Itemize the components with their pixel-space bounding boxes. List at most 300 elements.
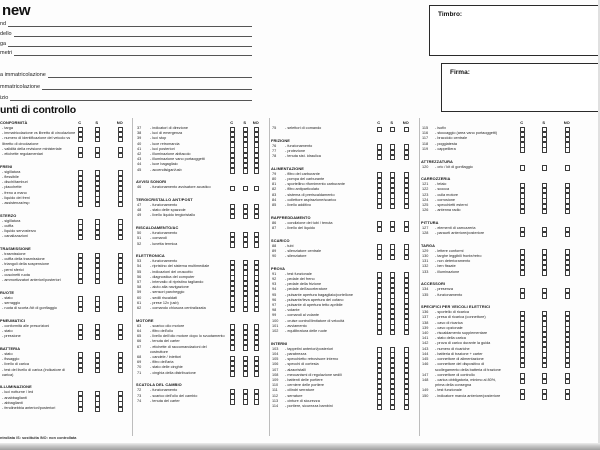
item-label: - cilindri serrature — [285, 388, 315, 393]
item-label: - tappetini anteriori/posteriori — [285, 346, 334, 351]
item-number: 104 — [272, 351, 279, 356]
item-label: - filtro dell'olio — [150, 328, 174, 333]
item-number: 134 — [422, 287, 429, 292]
item-number: 57 — [137, 280, 142, 285]
item-label: - pulsante di apertura tetto apribile — [285, 302, 343, 307]
checkbox-s[interactable] — [390, 155, 395, 160]
item-number: 85 — [272, 203, 277, 208]
item-number: 150 — [422, 393, 429, 398]
item-label: - abbaglianti — [2, 400, 23, 405]
item-number: 141 — [422, 336, 429, 341]
item-number: 129 — [422, 248, 429, 253]
item-number: 44 — [137, 162, 142, 167]
checkbox-no[interactable] — [118, 279, 123, 284]
section-heading: FRENI — [0, 163, 13, 169]
checklist-item — [271, 404, 417, 409]
brand-logo: new — [2, 2, 31, 19]
item-number: 80 — [272, 177, 277, 182]
section-heading: TRASMISSIONE — [0, 245, 31, 251]
checkbox-no[interactable] — [404, 330, 409, 335]
checkbox-no[interactable] — [254, 345, 259, 350]
checkbox-no[interactable] — [565, 379, 570, 384]
form-field-label: nd — [0, 21, 7, 27]
form-field-label: metri — [0, 50, 13, 56]
checklist-item — [136, 213, 268, 218]
checklist-item — [0, 368, 131, 378]
checklist-item — [271, 203, 417, 208]
item-label: - lunetta termica — [150, 241, 178, 246]
checkbox-c[interactable] — [78, 368, 83, 373]
item-number: 74 — [137, 398, 142, 403]
item-label: - validità della revisione ministeriale — [2, 146, 62, 151]
checklist-item — [271, 126, 417, 131]
item-number: 41 — [137, 146, 142, 151]
checkbox-c[interactable] — [520, 232, 525, 237]
checkbox-s[interactable] — [542, 270, 547, 275]
item-label: - cappelliera — [435, 146, 456, 151]
checkbox-c[interactable] — [520, 209, 525, 214]
item-label: - test del livello di carica (indicatore di carica) — [2, 367, 66, 377]
section-heading: ATTREZZATURA — [421, 158, 453, 164]
item-number: 137 — [422, 315, 429, 320]
item-number: 77 — [272, 148, 277, 153]
item-label: - accendisigari/usb — [150, 167, 182, 172]
item-number: 87 — [272, 225, 277, 230]
item-label: - aiuto alla navigazione — [150, 285, 189, 290]
item-number: 113 — [272, 398, 279, 403]
item-number: 81 — [272, 182, 277, 187]
checkbox-c[interactable] — [230, 168, 235, 173]
item-label: - paraurti anteriore/posteriore — [435, 231, 485, 236]
checkbox-s[interactable] — [95, 307, 100, 312]
checkbox-c[interactable] — [78, 153, 83, 158]
item-number: 92 — [272, 276, 277, 281]
item-label: - comandi al volante — [285, 313, 319, 318]
item-number: 117 — [422, 136, 429, 141]
checkbox-c[interactable] — [377, 127, 382, 132]
checkbox-s[interactable] — [95, 407, 100, 412]
item-label: - liquido servosterzo — [2, 229, 36, 234]
checklist-item — [421, 208, 598, 213]
item-label: - tubi — [285, 243, 294, 248]
checkbox-c[interactable] — [78, 307, 83, 312]
item-number: 84 — [272, 197, 277, 202]
checkbox-c[interactable] — [78, 279, 83, 284]
checkbox-s[interactable] — [390, 227, 395, 232]
checkbox-s[interactable] — [243, 214, 248, 219]
item-label: - conformità alle prescrizioni — [2, 323, 50, 328]
item-label: - cuscinetti ruota — [2, 272, 30, 277]
item-label: - alzacristalli — [285, 367, 306, 372]
scan-edge-bottom — [0, 443, 600, 450]
checkbox-no[interactable] — [254, 214, 259, 219]
item-number: 140 — [422, 331, 429, 336]
item-number: 96 — [272, 297, 277, 302]
checkbox-no[interactable] — [254, 371, 259, 376]
form-field-line[interactable] — [42, 80, 252, 90]
item-label: - prese 12v (usb) — [150, 300, 179, 305]
item-label: - sigillatura — [2, 169, 21, 174]
item-label: - carica obbligatoria, minimo al 80%, prima della consegna — [435, 377, 497, 388]
item-label: - test funzionale — [285, 271, 312, 276]
item-label: - collettore aspirazione/scarico — [285, 197, 337, 202]
checkbox-c[interactable] — [230, 371, 235, 376]
item-number: 75 — [272, 126, 277, 130]
item-number: 120 — [422, 164, 429, 169]
section-heading: ALIMENTAZIONE — [271, 165, 304, 171]
item-label: - dischi/tamburi — [2, 180, 28, 185]
checkbox-c[interactable] — [520, 165, 525, 170]
item-label: - livello dell'olio motore dopo lo svuotamento — [150, 334, 225, 339]
checkbox-c[interactable] — [520, 394, 525, 399]
item-number: 128 — [422, 231, 429, 236]
checkbox-c[interactable] — [377, 155, 382, 160]
item-label: - numero di ricariche — [435, 346, 470, 351]
item-label: - cuffia della trasmissione — [2, 257, 45, 262]
item-label: - sedili riscaldati — [150, 295, 178, 300]
checklist-item — [0, 278, 131, 283]
item-number: 107 — [272, 367, 279, 372]
checkbox-c[interactable] — [78, 202, 83, 207]
checkbox-no[interactable] — [254, 307, 259, 312]
checklist-item — [271, 329, 417, 334]
checkbox-c[interactable] — [520, 147, 525, 152]
checkbox-s[interactable] — [95, 368, 100, 373]
checkbox-no[interactable] — [118, 235, 123, 240]
checklist-item — [0, 406, 131, 411]
checkbox-c[interactable] — [520, 270, 525, 275]
checklist-column-1 — [0, 120, 131, 436]
checkbox-no[interactable] — [565, 270, 570, 275]
checkbox-c[interactable] — [377, 204, 382, 209]
checklist-item — [0, 152, 131, 157]
checkbox-no[interactable] — [565, 232, 570, 237]
checkbox-s[interactable] — [243, 371, 248, 376]
checkbox-c[interactable] — [78, 407, 83, 412]
form-field — [0, 92, 252, 101]
checkbox-no[interactable] — [254, 242, 259, 247]
item-number: 139 — [422, 325, 429, 330]
form-field — [0, 69, 252, 78]
checkbox-c[interactable] — [230, 186, 235, 191]
checkbox-no[interactable] — [565, 209, 570, 214]
item-label: - luci di emergenza — [150, 131, 183, 136]
checkbox-c[interactable] — [377, 330, 382, 335]
checkbox-s[interactable] — [390, 127, 395, 132]
page-title: unti di controllo — [0, 104, 76, 116]
checklist-item — [136, 242, 268, 247]
section-heading: PNEUMATICI — [0, 317, 25, 323]
item-label: - non deterioramento — [435, 259, 471, 264]
checkbox-c[interactable] — [377, 405, 382, 410]
item-label: - ammortizzatori anteriori/posteriori — [2, 277, 61, 282]
item-number: 145 — [422, 357, 429, 362]
item-number: 109 — [272, 377, 279, 382]
item-number: 130 — [422, 254, 429, 259]
checkbox-s[interactable] — [542, 209, 547, 214]
form-field-label: ga — [0, 41, 7, 47]
checkbox-no[interactable] — [118, 307, 123, 312]
form-field-line[interactable] — [10, 91, 252, 101]
checkbox-no[interactable] — [404, 155, 409, 160]
item-label: - specchi di cortesia — [285, 362, 319, 367]
item-label: - indicatore marcia anteriore/posteriore — [435, 393, 501, 398]
checkbox-c[interactable] — [230, 242, 235, 247]
checkbox-no[interactable] — [404, 204, 409, 209]
item-number: 119 — [422, 146, 429, 151]
checkbox-s[interactable] — [95, 279, 100, 284]
checkbox-s[interactable] — [243, 345, 248, 350]
item-number: 147 — [422, 372, 429, 377]
section-heading: ELETTRONICA — [136, 253, 165, 259]
column-divider — [269, 118, 270, 436]
item-label: - ruota di scorta /kit di gonfiaggio — [2, 306, 57, 311]
checkbox-c[interactable] — [78, 335, 83, 340]
checkbox-s[interactable] — [542, 147, 547, 152]
form-field-label: mmatricolazione — [0, 84, 41, 90]
section-heading: SCARICO — [271, 237, 290, 243]
checklist-item — [421, 147, 598, 152]
item-label: - stato delle spazzole — [150, 208, 186, 213]
check-col-header-c: C — [230, 120, 234, 125]
item-label: - filtro dell'aria — [150, 360, 174, 365]
item-label: - flessibile — [2, 174, 19, 179]
item-label: - liquido dei freni — [2, 195, 30, 200]
item-label: - pedale della frizione — [285, 282, 322, 287]
checkbox-no[interactable] — [118, 153, 123, 158]
signature-box[interactable] — [441, 63, 600, 112]
stamp-box[interactable] — [429, 5, 600, 56]
checkbox-s[interactable] — [243, 307, 248, 312]
item-number: 88 — [272, 243, 277, 248]
item-label: - serrature — [285, 393, 303, 398]
item-number: 66 — [137, 339, 142, 344]
checklist-item — [0, 334, 131, 339]
item-number: 64 — [137, 328, 142, 333]
form-field-line[interactable] — [14, 46, 252, 56]
form-field — [0, 81, 252, 90]
checklist-item — [271, 226, 417, 231]
section-heading: PITTURA — [421, 219, 439, 225]
item-label: - telaio — [435, 182, 447, 187]
checkbox-s[interactable] — [243, 168, 248, 173]
checkbox-c[interactable] — [520, 379, 525, 384]
item-label: - silenziatore centrale — [285, 248, 322, 253]
item-number: 123 — [422, 192, 429, 197]
item-label: - scarico olio motore — [150, 323, 185, 328]
item-number: 78 — [272, 154, 277, 159]
checkbox-s[interactable] — [243, 242, 248, 247]
checkbox-no[interactable] — [404, 255, 409, 260]
item-label: - connettore di controllo — [435, 372, 475, 377]
checkbox-s[interactable] — [542, 379, 547, 384]
item-label: - freno a mano — [2, 190, 27, 195]
checkbox-s[interactable] — [542, 293, 547, 298]
item-number: 138 — [422, 320, 429, 325]
section-heading: RUOTE — [0, 289, 15, 295]
item-label: - stato — [2, 295, 13, 300]
item-label: - ben fissate — [435, 264, 456, 269]
item-label: - stato della carica — [435, 336, 466, 341]
checkbox-no[interactable] — [118, 368, 123, 373]
column-divider — [419, 118, 420, 436]
checkbox-c[interactable] — [78, 235, 83, 240]
item-label: - presenza — [435, 287, 453, 292]
checkbox-s[interactable] — [542, 363, 547, 368]
item-number: 144 — [422, 351, 429, 356]
item-label: - livello di carica — [2, 362, 30, 367]
item-number: 63 — [137, 323, 142, 328]
checkbox-no[interactable] — [565, 293, 570, 298]
item-number: 105 — [272, 357, 279, 362]
checkbox-s[interactable] — [390, 330, 395, 335]
item-label: - indicazioni del cruscotto — [150, 269, 193, 274]
checkbox-s[interactable] — [243, 186, 248, 191]
checkbox-no[interactable] — [565, 394, 570, 399]
item-label: - pulsante apertura bagagliaio/portellone — [285, 292, 353, 297]
signature-box-label: Firma: — [450, 69, 470, 76]
item-label: - antenna radio — [435, 208, 461, 213]
check-col-header-c: C — [377, 120, 381, 125]
checkbox-s[interactable] — [390, 204, 395, 209]
checkbox-s[interactable] — [542, 165, 547, 170]
checkbox-no[interactable] — [254, 186, 259, 191]
checklist-item — [421, 378, 598, 388]
item-number: 91 — [272, 271, 277, 276]
item-label: - triangoli della sospensione — [2, 262, 50, 267]
item-label: - funzionamento avvisatore acustico — [150, 185, 211, 190]
checkbox-no[interactable] — [118, 137, 123, 142]
item-number: 102 — [272, 328, 279, 333]
section-heading: BATTERIA — [0, 345, 21, 351]
item-label: - avviamento — [285, 323, 307, 328]
item-number: 43 — [137, 157, 142, 162]
item-number: 114 — [272, 403, 279, 408]
item-label: - stato — [2, 328, 13, 333]
checkbox-c[interactable] — [78, 137, 83, 142]
checkbox-s[interactable] — [390, 405, 395, 410]
item-label: - targhe leggibili fronte/retro — [435, 254, 482, 259]
check-col-header-s: S — [95, 120, 99, 125]
checkbox-c[interactable] — [230, 345, 235, 350]
item-number: 39 — [137, 136, 142, 141]
item-label: - filtro antiparticolato — [285, 187, 320, 192]
item-label: - assistenza/esp — [2, 200, 30, 205]
item-label: - connettore di alimentazione — [435, 357, 484, 362]
item-number: 58 — [137, 285, 142, 290]
item-label: - etichette regolamentari — [2, 152, 43, 157]
item-label: - canalizzazioni — [2, 234, 28, 239]
checkbox-s[interactable] — [390, 255, 395, 260]
item-label: - cric / kit di gonfiaggio — [435, 164, 473, 169]
item-number: 135 — [422, 292, 429, 297]
checkbox-no[interactable] — [404, 127, 409, 132]
item-label: - comando chiusura centralizzata — [150, 306, 206, 311]
item-number: 40 — [137, 141, 142, 146]
item-label: - stato — [2, 351, 13, 356]
section-heading: ILLUMINAZIONE — [0, 384, 32, 390]
checkbox-no[interactable] — [565, 363, 570, 368]
item-label: - scocca — [435, 187, 450, 192]
checkbox-c[interactable] — [520, 293, 525, 298]
checkbox-s[interactable] — [542, 394, 547, 399]
item-number: 149 — [422, 388, 429, 393]
checkbox-s[interactable] — [542, 232, 547, 237]
item-number: 99 — [272, 313, 277, 318]
item-number: 115 — [422, 126, 429, 130]
checkbox-c[interactable] — [230, 214, 235, 219]
checkbox-no[interactable] — [254, 168, 259, 173]
form-field-line[interactable] — [8, 17, 252, 27]
item-number: 67 — [137, 344, 142, 349]
item-number: 68 — [137, 355, 142, 359]
item-number: 125 — [422, 203, 429, 208]
checkbox-s[interactable] — [95, 335, 100, 340]
checkbox-no[interactable] — [118, 407, 123, 412]
checkbox-no[interactable] — [404, 227, 409, 232]
item-label: - cinghia della distribuzione — [150, 370, 196, 375]
checkbox-s[interactable] — [243, 399, 248, 404]
item-label: - meccanismi di regolazione sedili — [285, 372, 342, 377]
form-field — [0, 18, 252, 27]
checkbox-c[interactable] — [377, 255, 382, 260]
form-field-line[interactable] — [14, 27, 252, 37]
checklist-item — [0, 136, 131, 146]
checkbox-no[interactable] — [565, 165, 570, 170]
item-label: - selettori di comando — [285, 126, 322, 130]
checkbox-c[interactable] — [377, 227, 382, 232]
item-number: 49 — [137, 213, 142, 218]
checkbox-no[interactable] — [404, 405, 409, 410]
checkbox-c[interactable] — [230, 399, 235, 404]
item-label: - condizione dei tubi / tenuta — [285, 220, 333, 225]
item-number: 148 — [422, 377, 429, 382]
checkbox-s[interactable] — [95, 235, 100, 240]
item-label: - etichette di raccomandazioni del costruttore — [150, 344, 207, 354]
item-label: - riscaldamento supplementare — [435, 331, 488, 336]
checkbox-s[interactable] — [95, 202, 100, 207]
checklist-item — [136, 345, 268, 355]
item-number: 127 — [422, 225, 429, 230]
item-number: 133 — [422, 269, 429, 274]
checklist-item — [136, 399, 268, 404]
checkbox-c[interactable] — [520, 363, 525, 368]
form-field-label: dello — [0, 31, 12, 37]
item-number: 108 — [272, 372, 279, 377]
checkbox-no[interactable] — [118, 335, 123, 340]
section-heading: CONFORMITÀ — [0, 120, 28, 125]
item-label: - luci notturne / led — [2, 390, 34, 395]
item-number: 110 — [272, 383, 279, 388]
checkbox-s[interactable] — [95, 153, 100, 158]
check-col-header-s: S — [390, 120, 394, 125]
checkbox-no[interactable] — [565, 147, 570, 152]
item-label: - illuminazione — [435, 269, 460, 274]
item-number: 90 — [272, 254, 277, 259]
item-label: - filtro del carburante — [285, 171, 320, 176]
item-label: - diagnostica del computer — [150, 274, 195, 279]
item-label: - scarico dell'olio del cambio — [150, 393, 198, 398]
checkbox-no[interactable] — [118, 202, 123, 207]
checkbox-c[interactable] — [230, 307, 235, 312]
section-heading: PROVA — [271, 265, 286, 271]
section-heading: RAFFREDDAMENTO — [271, 214, 311, 220]
checkbox-s[interactable] — [95, 137, 100, 142]
item-label: - luce bagagliaio — [150, 162, 178, 167]
form-field-line[interactable] — [48, 68, 252, 78]
checkbox-no[interactable] — [254, 399, 259, 404]
item-label: - anabbaglianti — [2, 395, 27, 400]
